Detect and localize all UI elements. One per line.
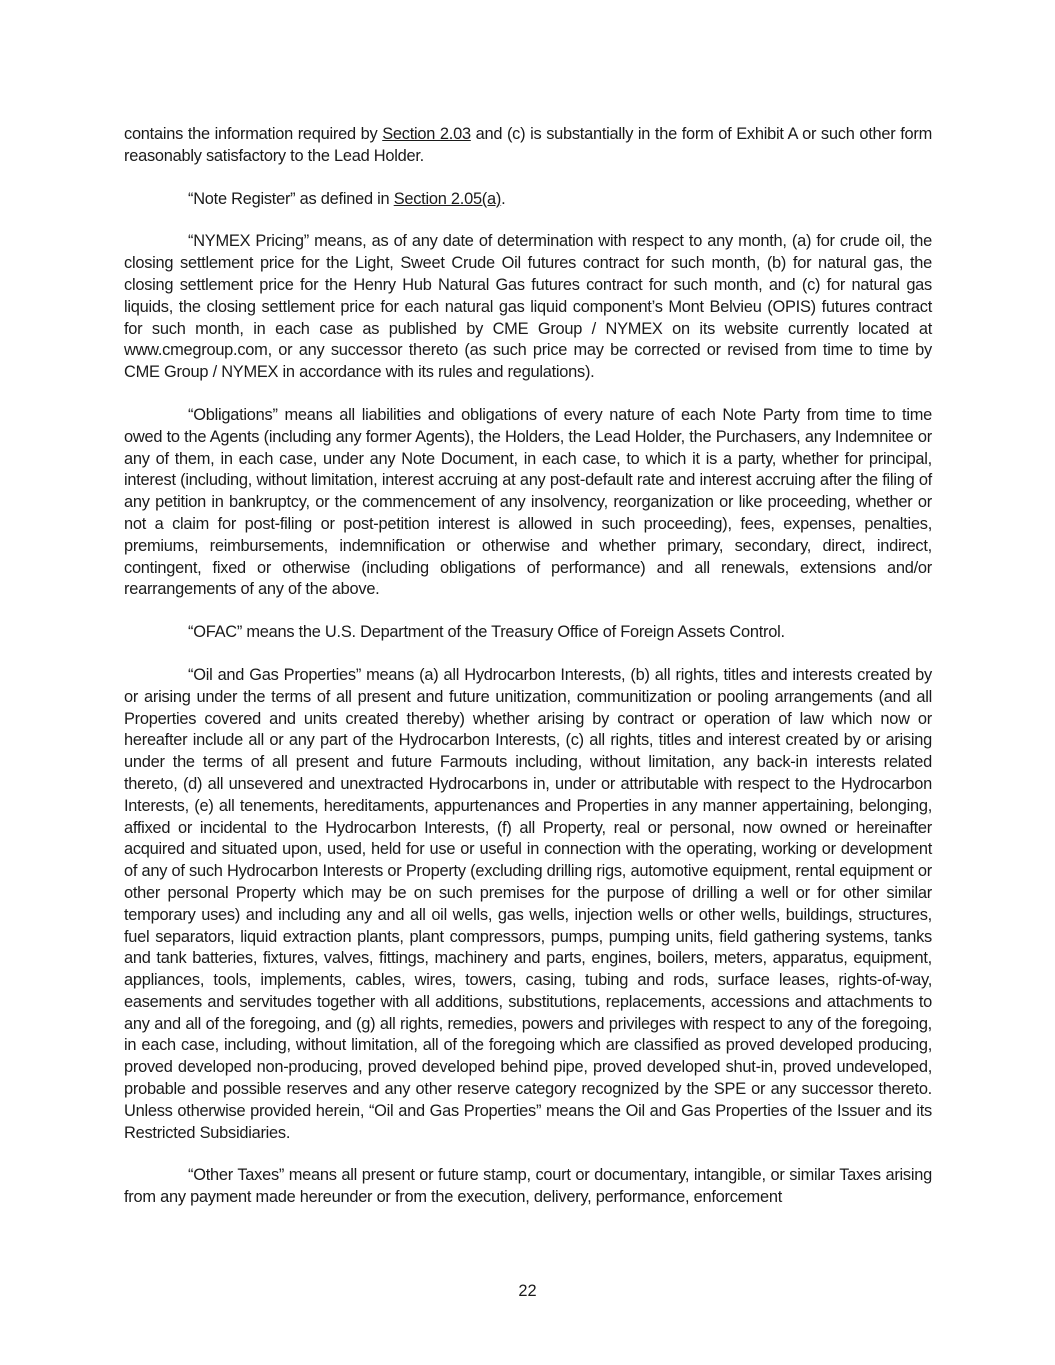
text-run: . [501, 189, 506, 208]
page-number: 22 [518, 1282, 537, 1300]
continued-definition-paragraph [124, 124, 932, 168]
section-reference: Section 2.03 [382, 125, 471, 143]
document-page [124, 124, 932, 1230]
definition-other-taxes: “Other Taxes” means all present or future stamp, court or documentary, intangible, or similar Taxes arising from any payment made hereunder or from the execution, delivery, performance, enforcement [124, 1166, 932, 1207]
definition-nymex-pricing: “NYMEX Pricing” means, as of any date of determination with respect to any month, (a) for crude oil, the closing settlement price for the Light, Sweet Crude Oil futures contract for such month, (b) for natural gas, the closing settlement price for the Henry Hub Natural Gas futures contract for such month, and (c) for natural gas liquids, the closing settlement price for each natural gas liquid component’s Mont Belvieu (OPIS) futures contract for such month, in each case as published by CME Group / NYMEX on its website currently located at www.cmegroup.com, or any successor thereto (as such price may be corrected or revised from time to time by CME Group / NYMEX in accordance with its rules and regulations). [124, 232, 932, 382]
text-run: “Note Register” as defined in [188, 189, 394, 208]
definition-note-register [124, 189, 932, 211]
section-reference: Section 2.05(a) [393, 189, 502, 208]
definition-oil-and-gas-properties: “Oil and Gas Properties” means (a) all Hydrocarbon Interests, (b) all rights, titles and interests created by or arising under the terms of all present and future unitization, communitization or pooling arrangements (and all Properties covered and units created thereby) whether arising by contract or operation of law which now or hereafter include all or any part of the Hydrocarbon Interests, (c) all rights, titles and interest created by or arising under the terms of all present and future Farmouts including, without limitation, any back-in interests related thereto, (d) all unsevered and unextracted Hydrocarbons in, under or attributable with respect to the Hydrocarbon Interests, (e) all tenements, hereditaments, appurtenances and Properties in any manner appertaining, belonging, affixed or incidental to the Hydrocarbon Interests, (f) all Property, real or personal, now owned or hereinafter acquired and situated upon, used, held for use or useful in connection with the operating, working or development of any of such Hydrocarbon Interests or Property (excluding drilling rigs, automotive equipment, rental equipment or other personal Property which may be on such premises for the purpose of drilling a well or for other similar temporary uses) and including any and all oil wells, gas wells, injection wells or other wells, buildings, structures, fuel separators, liquid extraction plants, plant compressors, pumps, pumping units, field gathering systems, tanks and tank batteries, fixtures, valves, fittings, machinery and parts, engines, boilers, meters, apparatus, equipment, appliances, tools, implements, cables, wires, towers, casing, tubing and rods, surface leases, rights-of-way, easements and servitudes together with all additions, substitutions, replacements, accessions and attachments to any and all of the foregoing, and (g) all rights, remedies, powers and privileges with respect to any of the foregoing, in each case, including, without limitation, all of the foregoing which are classified as proved developed producing, proved developed non-producing, proved developed behind pipe, proved developed shut-in, proved undeveloped, probable and possible reserves and any other reserve category recognized by the SPE or any successor thereto. Unless otherwise provided herein, “Oil and Gas Properties” means the Oil and Gas Properties of the Issuer and its Restricted Subsidiaries. [124, 665, 932, 1142]
text-run: and (c) is substantially in the form of Exhibit A or such other form reasonably satisfactory to the Lead Holder. [124, 125, 932, 165]
definition-obligations: “Obligations” means all liabilities and obligations of every nature of each Note Party from time to time owed to the Agents (including any former Agents), the Holders, the Lead Holder, the Purchasers, any Indemnitee or any of them, in each case, under any Note Document, in each case, to which it is a party, whether for principal, interest (including, without limitation, interest accruing at any post-default rate and interest accruing after the filing of any petition in bankruptcy, or the commencement of any insolvency, reorganization or like proceeding, whether or not a claim for post-filing or post-petition interest is allowed in such proceeding), fees, expenses, penalties, premiums, reimbursements, indemnification or otherwise and whether primary, secondary, direct, indirect, contingent, fixed or otherwise (including obligations of performance) and all renewals, extensions and/or rearrangements of any of the above. [124, 405, 932, 599]
definition-ofac: “OFAC” means the U.S. Department of the Treasury Office of Foreign Assets Control. [188, 623, 785, 642]
text-run: contains the information required by [124, 125, 383, 143]
